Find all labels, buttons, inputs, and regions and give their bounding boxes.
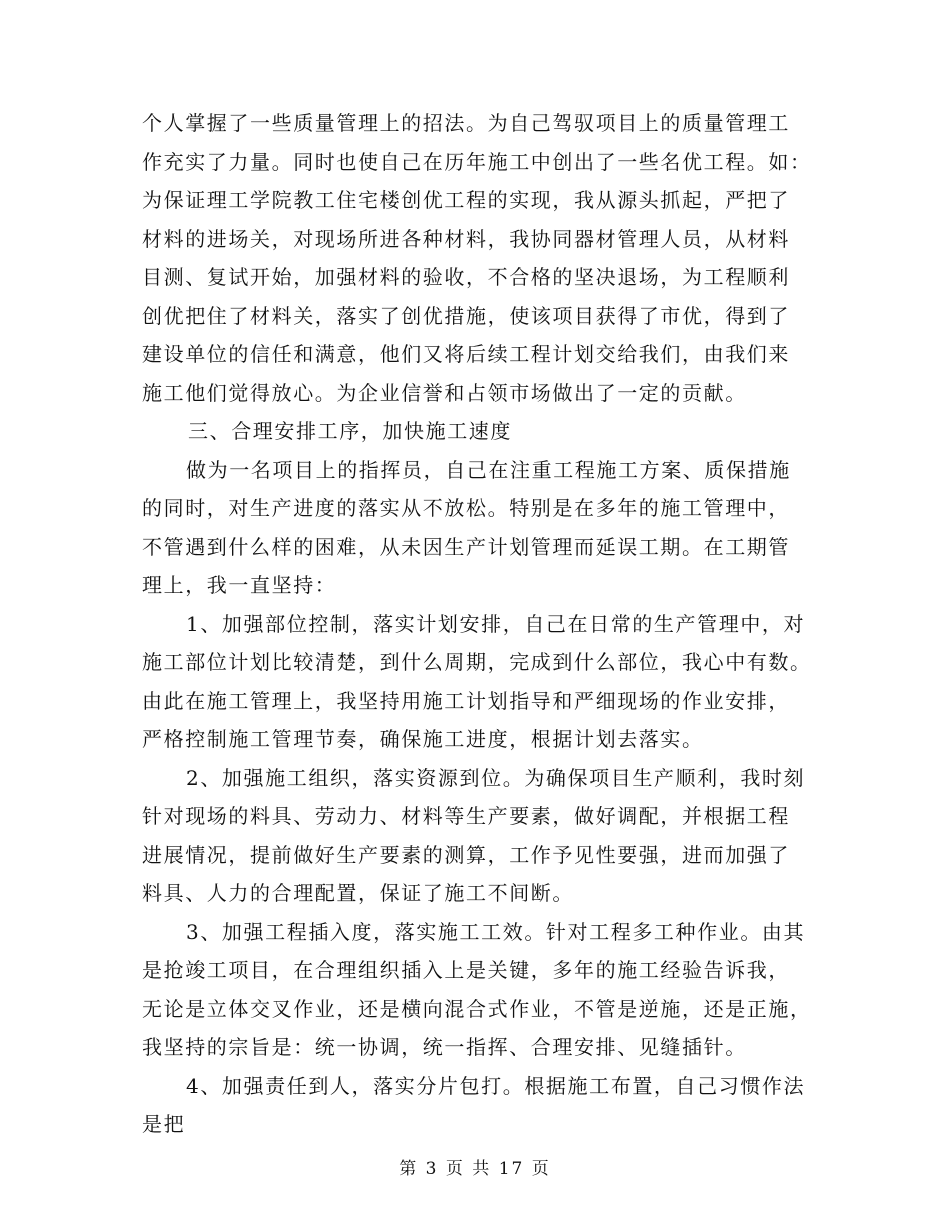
text-line: 1、加强部位控制，落实计划安排，自己在日常的生产管理中，对 [186,611,806,636]
text-line: 由此在施工管理上，我坚持用施工计划指导和严细现场的作业安排， [142,688,790,713]
text-line: 是把 [142,1112,186,1136]
text-line: 是抢竣工项目，在合理组织插入上是关键，多年的施工经验告诉我， [142,958,790,982]
text-line: 目测、复试开始，加强材料的验收，不合格的坚决退场，为工程顺利 [142,265,790,289]
text-line: 作充实了力量。同时也使自己在历年施工中创出了一些名优工程。如： [142,149,812,174]
page-number-footer: 第 3 页 共 17 页 [399,1159,551,1179]
text-line: 进展情况，提前做好生产要素的测算，工作予见性要强，进而加强了 [142,842,790,867]
text-line: 做为一名项目上的指挥员，自己在注重工程施工方案、质保措施 [186,457,791,482]
text-line: 理上，我一直坚持： [142,573,337,597]
text-line: 我坚持的宗旨是：统一协调，统一指挥、合理安排、见缝插针。 [142,1035,747,1059]
body-text [142,104,812,1144]
text-line: 不管遇到什么样的困难，从未因生产计划管理而延误工期。在工期管 [142,534,790,559]
text-line: 针对现场的料具、劳动力、材料等生产要素，做好调配，并根据工程 [142,804,790,828]
text-line: 4、加强责任到人，落实分片包打。根据施工布置，自己习惯作法 [186,1073,806,1098]
text-line: 严格控制施工管理节奏，确保施工进度，根据计划去落实。 [142,727,704,751]
text-line: 施工部位计划比较清楚，到什么周期，完成到什么部位，我心中有数。 [142,650,812,674]
text-line: 创优把住了材料关，落实了创优措施，使该项目获得了市优，得到了 [142,303,790,328]
text-line: 为保证理工学院教工住宅楼创优工程的实现，我从源头抓起，严把了 [142,188,790,212]
text-line: 个人掌握了一些质量管理上的招法。为自己驾驭项目上的质量管理工 [142,111,790,135]
section-heading: 三、合理安排工序，加快施工速度 [188,419,512,443]
text-line: 的同时，对生产进度的落实从不放松。特别是在多年的施工管理中， [142,496,790,520]
text-line: 施工他们觉得放心。为企业信誉和占领市场做出了一定的贡献。 [142,380,747,405]
text-line: 料具、人力的合理配置，保证了施工不间断。 [142,881,574,905]
text-line: 无论是立体交叉作业，还是横向混合式作业，不管是逆施，还是正施， [142,996,812,1021]
text-line: 3、加强工程插入度，落实施工工效。针对工程多工种作业。由其 [186,919,806,944]
text-line: 材料的进场关，对现场所进各种材料，我协同器材管理人员，从材料 [142,226,790,251]
text-line: 2、加强施工组织，落实资源到位。为确保项目生产顺利，我时刻 [186,765,806,790]
text-line: 建设单位的信任和满意，他们又将后续工程计划交给我们，由我们来 [142,342,790,366]
